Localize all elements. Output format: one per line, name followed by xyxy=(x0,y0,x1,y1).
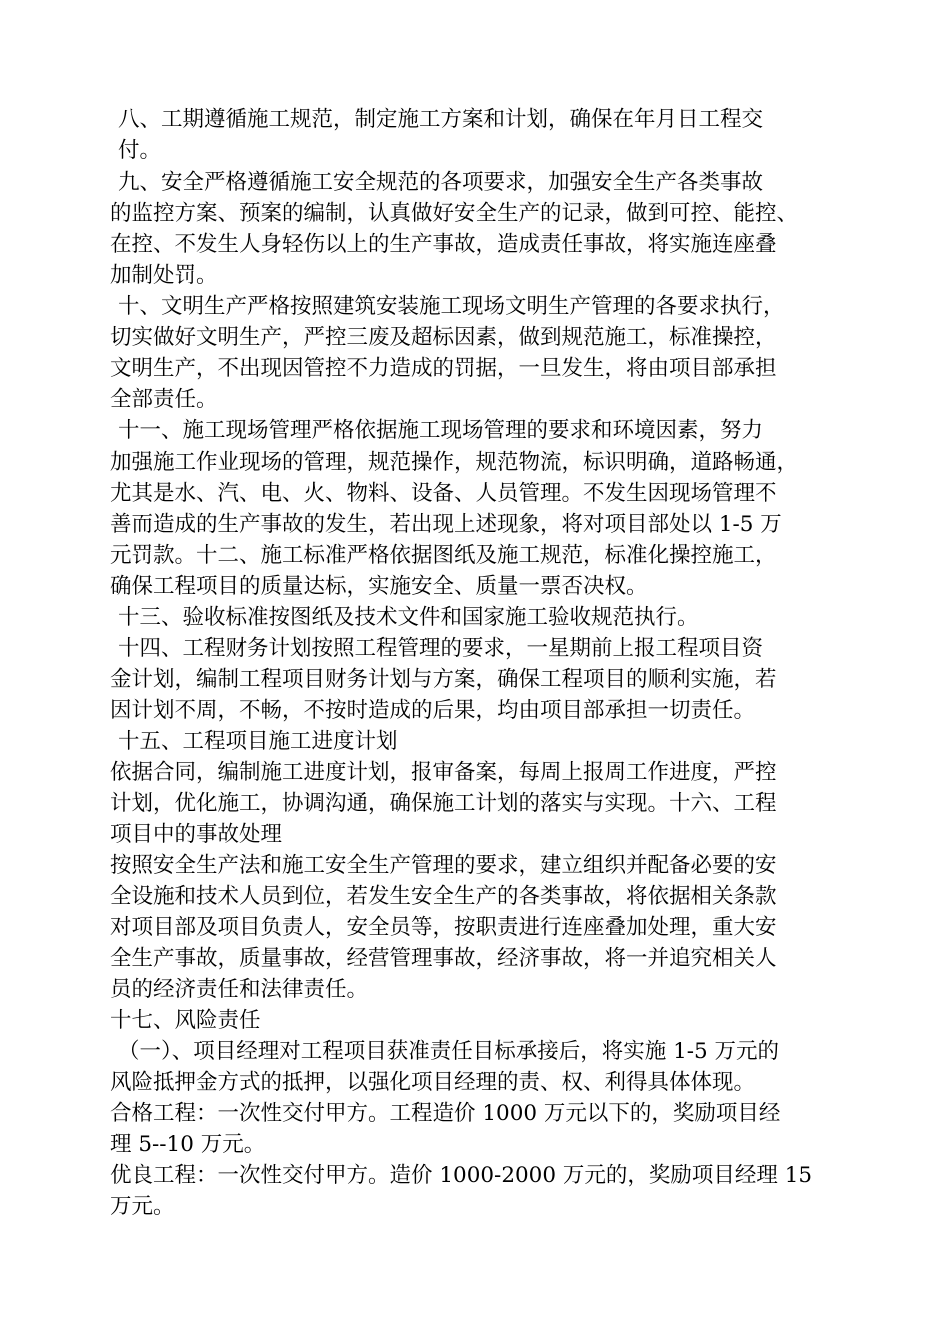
text-line: 全部责任。 xyxy=(110,387,218,412)
text-line: 善而造成的生产事故的发生，若出现上述现象，将对项目部处以 1-5 万 xyxy=(110,512,782,537)
text-line: 十一、施工现场管理严格依据施工现场管理的要求和环境因素，努力 xyxy=(118,418,764,443)
text-line: 十四、工程财务计划按照工程管理的要求，一星期前上报工程项目资 xyxy=(118,636,764,661)
text-line: 元罚款。十二、施工标准严格依据图纸及施工规范，标准化操控施工， xyxy=(110,543,777,568)
text-line: 员的经济责任和法律责任。 xyxy=(110,977,369,1002)
text-line: 万元。 xyxy=(110,1194,175,1219)
text-line: 加强施工作业现场的管理，规范操作，规范物流，标识明确，道路畅通， xyxy=(110,450,799,475)
text-line: 八、工期遵循施工规范，制定施工方案和计划，确保在年月日工程交 xyxy=(118,107,764,132)
text-line: 金计划，编制工程项目财务计划与方案，确保工程项目的顺利实施，若 xyxy=(110,667,777,692)
text-line: 加制处罚。 xyxy=(110,263,218,288)
text-line: 文明生产，不出现因管控不力造成的罚据，一旦发生，将由项目部承担 xyxy=(110,356,777,381)
text-line: 依据合同，编制施工进度计划，报审备案，每周上报周工作进度，严控 xyxy=(110,760,777,785)
text-line: 风险抵押金方式的抵押，以强化项目经理的责、权、利得具体体现。 xyxy=(110,1070,756,1095)
text-line: （一）、项目经理对工程项目获准责任目标承接后，将实施 1-5 万元的 xyxy=(118,1039,780,1064)
text-line: 按照安全生产法和施工安全生产管理的要求，建立组织并配备必要的安 xyxy=(110,853,777,878)
text-line: 合格工程：一次性交付甲方。工程造价 1000 万元以下的，奖励项目经 xyxy=(110,1101,781,1126)
text-line: 尤其是水、汽、电、火、物料、设备、人员管理。不发生因现场管理不 xyxy=(110,481,777,506)
text-line: 切实做好文明生产，严控三废及超标因素，做到规范施工，标准操控， xyxy=(110,325,777,350)
text-line: 十五、工程项目施工进度计划 xyxy=(118,729,398,754)
text-line: 付。 xyxy=(118,138,162,163)
text-line: 全生产事故，质量事故，经营管理事故，经济事故，将一并追究相关人 xyxy=(110,946,777,971)
text-line: 优良工程：一次性交付甲方。造价 1000-2000 万元的，奖励项目经理 15 xyxy=(110,1163,813,1188)
text-line: 确保工程项目的质量达标，实施安全、质量一票否决权。 xyxy=(110,574,648,599)
text-line: 的监控方案、预案的编制，认真做好安全生产的记录，做到可控、能控、 xyxy=(110,201,799,226)
text-line: 对项目部及项目负责人，安全员等，按职责进行连座叠加处理，重大安 xyxy=(110,915,777,940)
text-line: 计划，优化施工，协调沟通，确保施工计划的落实与实现。十六、工程 xyxy=(110,791,777,816)
text-line: 全设施和技术人员到位，若发生安全生产的各类事故，将依据相关条款 xyxy=(110,884,777,909)
text-line: 在控、不发生人身轻伤以上的生产事故，造成责任事故，将实施连座叠 xyxy=(110,232,777,257)
text-line: 十三、验收标准按图纸及技术文件和国家施工验收规范执行。 xyxy=(118,605,699,630)
text-line: 理 5--10 万元。 xyxy=(110,1132,266,1157)
text-line: 项目中的事故处理 xyxy=(110,822,283,847)
text-line: 十、文明生产严格按照建筑安装施工现场文明生产管理的各要求执行， xyxy=(118,294,785,319)
text-line: 因计划不周，不畅，不按时造成的后果，均由项目部承担一切责任。 xyxy=(110,698,756,723)
text-line: 九、安全严格遵循施工安全规范的各项要求，加强安全生产各类事故 xyxy=(118,170,764,195)
text-line: 十七、风险责任 xyxy=(110,1008,261,1033)
